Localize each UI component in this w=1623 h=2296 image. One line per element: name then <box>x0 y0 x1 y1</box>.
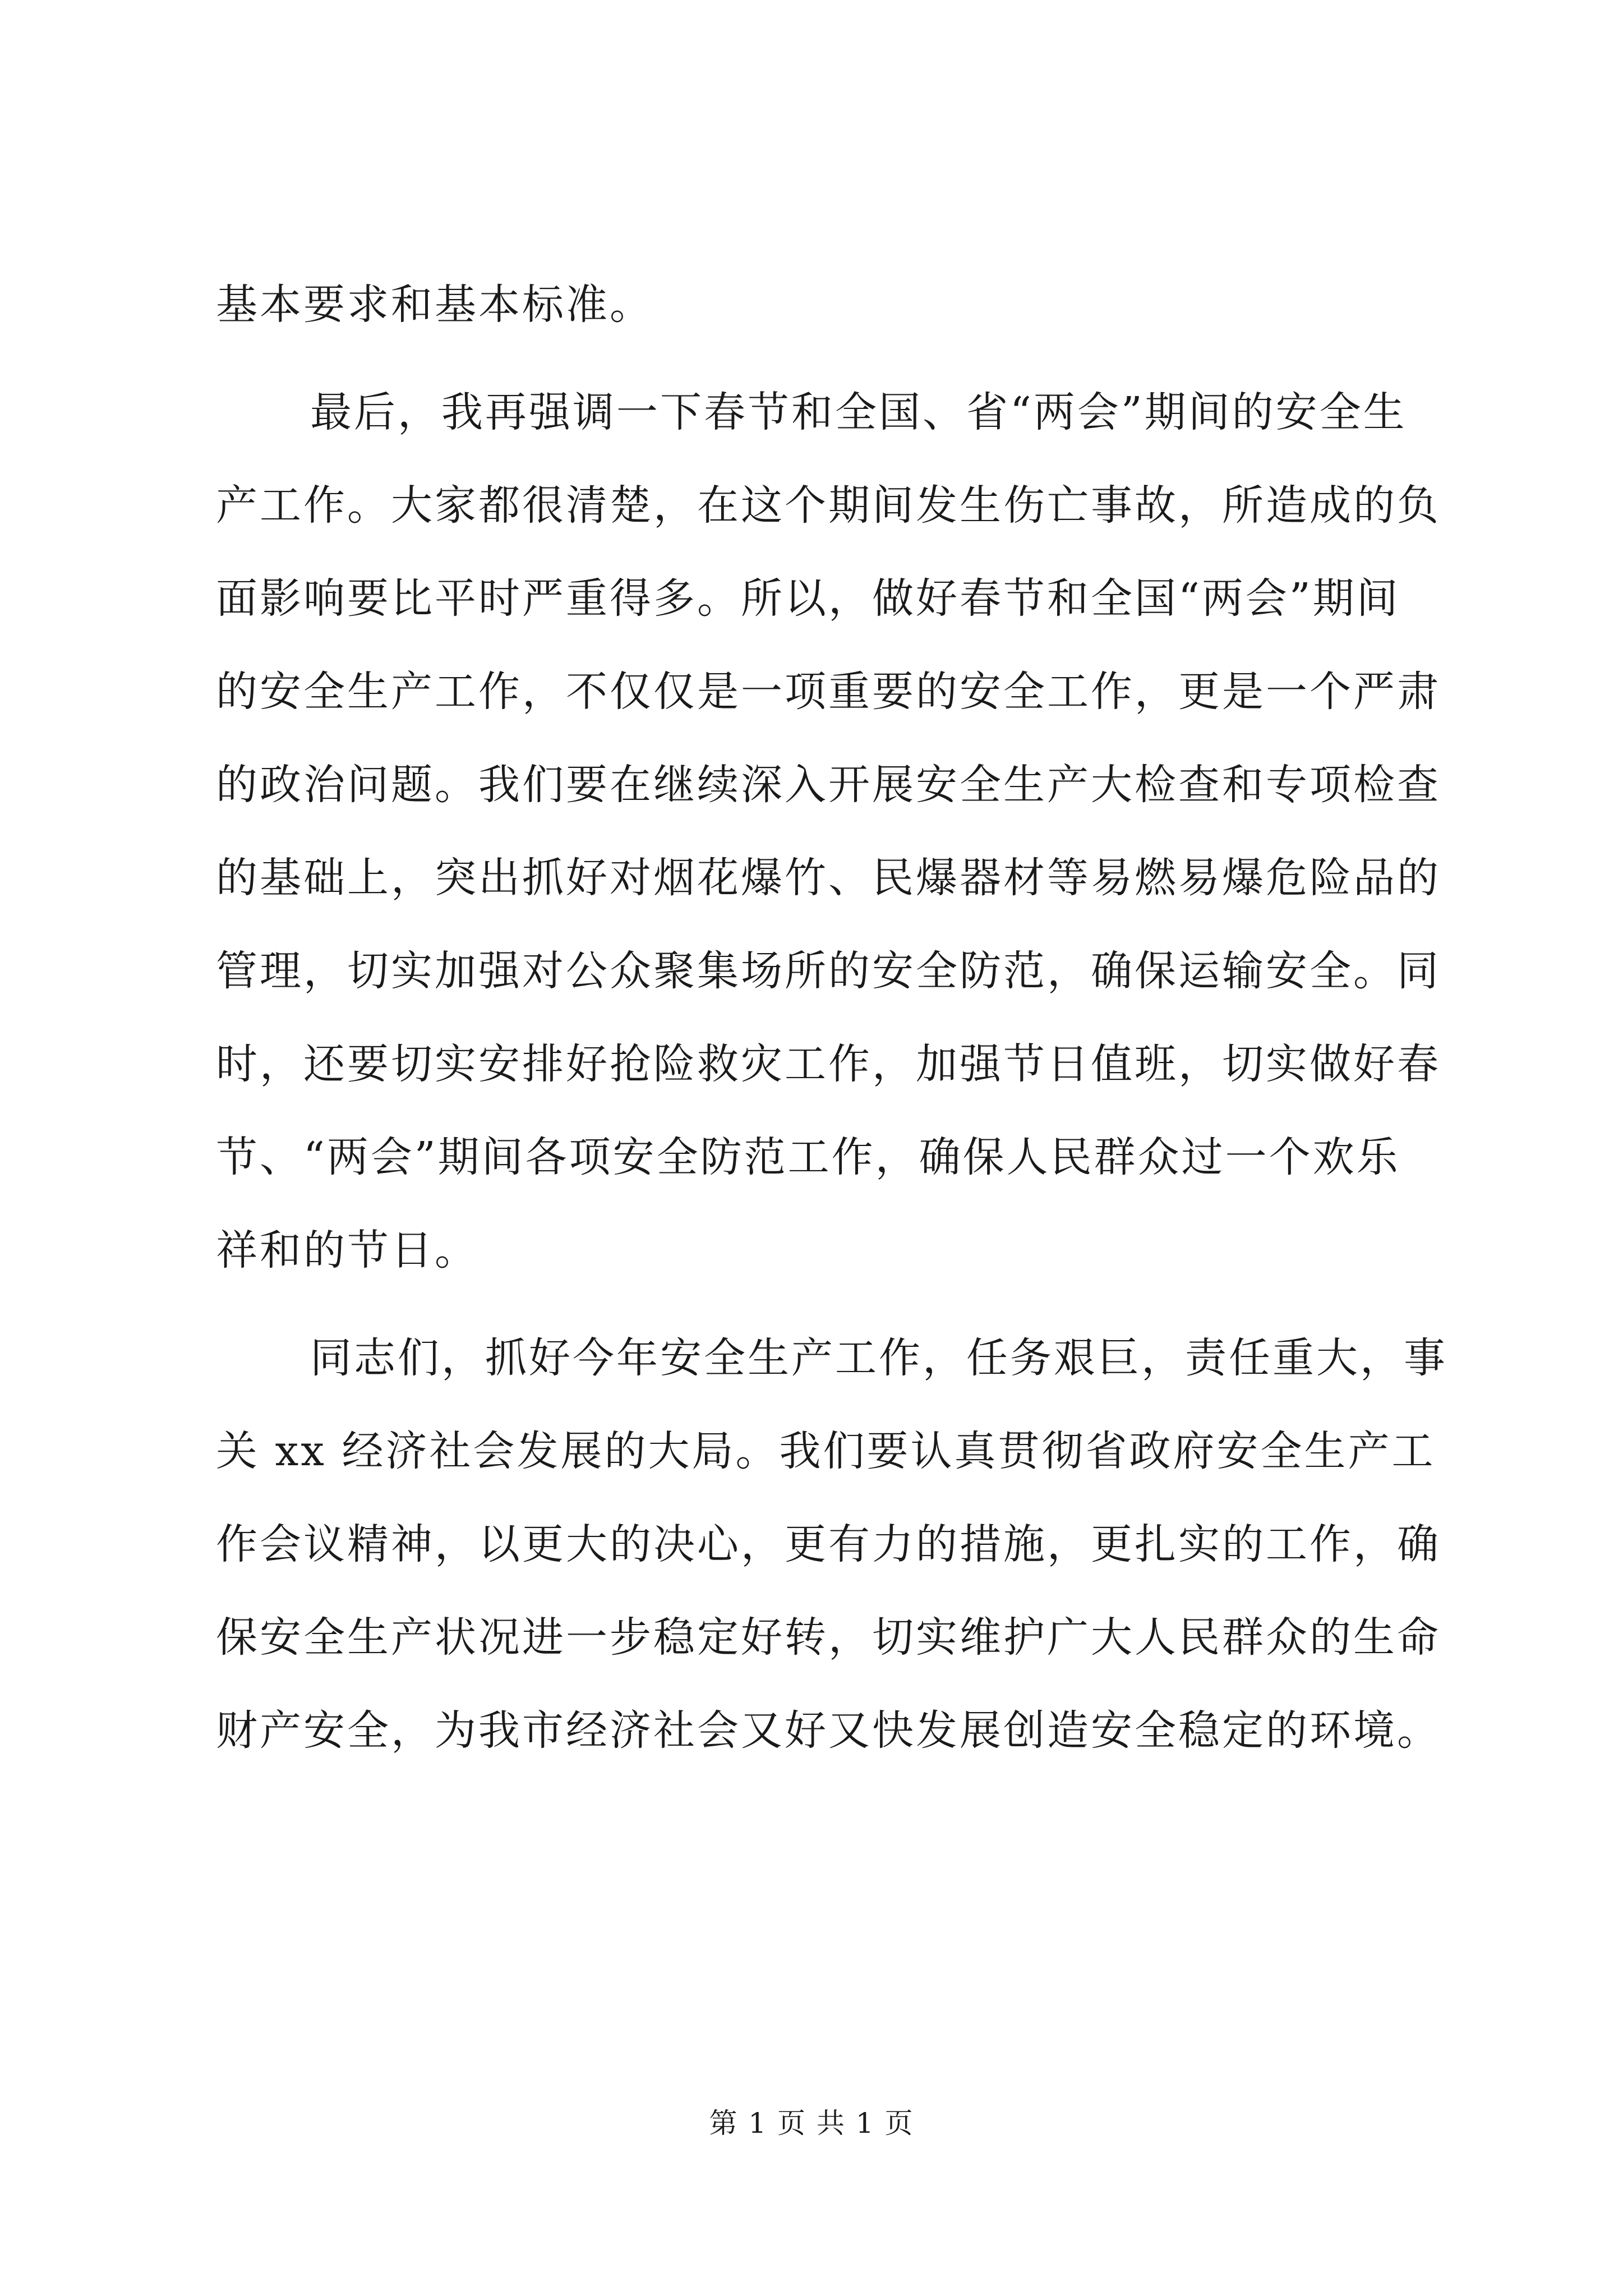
paragraph-spacing <box>216 351 1422 366</box>
page-footer: 第 1 页 共 1 页 <box>709 2107 914 2139</box>
text-line: 财产安全，为我市经济社会又好又快发展创造安全稳定的环境。 <box>216 1706 1441 1755</box>
body-text <box>216 258 1447 1777</box>
text-line: 祥和的节日。 <box>216 1226 478 1274</box>
text-line: 管理，切实加强对公众聚集场所的安全防范，确保运输安全。同 <box>216 947 1441 995</box>
paragraph-2 <box>216 366 1441 1297</box>
text-line: 作会议精神，以更大的决心，更有力的措施，更扎实的工作，确 <box>216 1520 1441 1568</box>
text-line: 的安全生产工作，不仅仅是一项重要的安全工作，更是一个严肃 <box>216 668 1441 716</box>
text-line: 的政治问题。我们要在继续深入开展安全生产大检查和专项检查 <box>216 761 1441 809</box>
text-line: 节、“两会”期间各项安全防范工作，确保人民群众过一个欢乐 <box>216 1133 1400 1181</box>
text-line: 最后，我再强调一下春节和全国、省“两会”期间的安全生 <box>310 388 1407 436</box>
text-line: 的基础上，突出抓好对烟花爆竹、民爆器材等易燃易爆危险品的 <box>216 854 1441 902</box>
text-line: 基本要求和基本标准。 <box>216 280 653 329</box>
text-line: 关 xx 经济社会发展的大局。我们要认真贯彻省政府安全生产工 <box>216 1427 1436 1475</box>
text-line: 时，还要切实安排好抢险救灾工作，加强节日值班，切实做好春 <box>216 1040 1441 1088</box>
paragraph-3 <box>216 1312 1447 1777</box>
text-line: 保安全生产状况进一步稳定好转，切实维护广大人民群众的生命 <box>216 1613 1441 1662</box>
text-line: 同志们，抓好今年安全生产工作，任务艰巨，责任重大，事 <box>310 1334 1447 1382</box>
paragraph-1 <box>216 258 1422 351</box>
paragraph-spacing <box>216 1297 1422 1312</box>
text-line: 面影响要比平时严重得多。所以，做好春节和全国“两会”期间 <box>216 574 1400 623</box>
text-line: 产工作。大家都很清楚，在这个期间发生伤亡事故，所造成的负 <box>216 481 1441 530</box>
